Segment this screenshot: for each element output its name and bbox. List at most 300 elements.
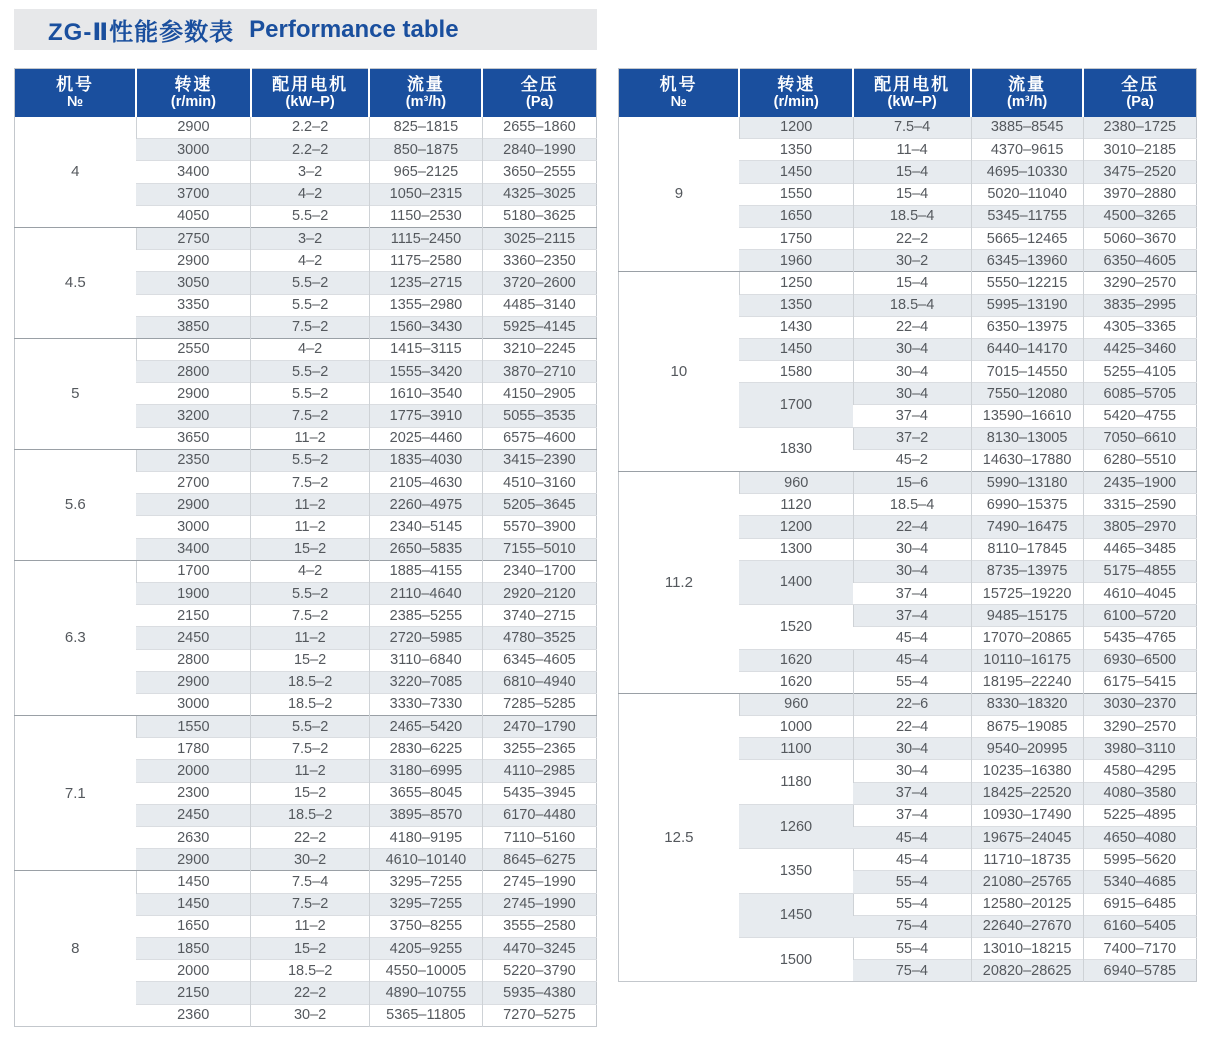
cell-motor: 15–4	[853, 272, 971, 294]
cell-motor: 11–2	[251, 494, 370, 516]
cell-speed: 960	[739, 693, 853, 715]
cell-pressure: 4470–3245	[482, 937, 596, 959]
cell-speed: 2800	[136, 649, 251, 671]
cell-flow: 1555–3420	[369, 361, 482, 383]
table-row	[15, 871, 597, 893]
cell-flow: 7550–12080	[971, 383, 1083, 405]
cell-pressure: 6170–4480	[482, 804, 596, 826]
cell-flow: 825–1815	[369, 117, 482, 139]
cell-speed: 3000	[136, 516, 251, 538]
cell-motor: 7.5–2	[251, 472, 370, 494]
cell-flow: 5550–12215	[971, 272, 1083, 294]
cell-speed: 2150	[136, 982, 251, 1004]
cell-motor: 30–4	[853, 338, 971, 360]
cell-motor: 37–4	[853, 804, 971, 826]
cell-motor: 5.5–2	[251, 449, 370, 471]
cell-pressure: 5205–3645	[482, 494, 596, 516]
cell-flow: 3655–8045	[369, 782, 482, 804]
group-no-cell: 4.5	[15, 227, 137, 338]
cell-speed: 3350	[136, 294, 251, 316]
cell-flow: 5365–11805	[369, 1004, 482, 1026]
cell-pressure: 5220–3790	[482, 960, 596, 982]
page-title-en: Performance table	[249, 15, 459, 43]
cell-flow: 5665–12465	[971, 227, 1083, 249]
cell-motor: 5.5–2	[251, 582, 370, 604]
cell-speed: 1450	[739, 161, 853, 183]
cell-speed: 1450	[739, 338, 853, 360]
cell-speed: 1450	[739, 893, 853, 937]
cell-speed: 2000	[136, 960, 251, 982]
cell-speed: 3050	[136, 272, 251, 294]
cell-motor: 11–2	[251, 760, 370, 782]
cell-flow: 5020–11040	[971, 183, 1083, 205]
cell-motor: 11–2	[251, 427, 370, 449]
cell-speed: 1650	[739, 205, 853, 227]
group-no-cell: 10	[619, 272, 740, 472]
header-row	[619, 69, 1197, 117]
group-no-cell: 5	[15, 338, 137, 449]
cell-speed: 2450	[136, 804, 251, 826]
cell-pressure: 3835–2995	[1083, 294, 1196, 316]
cell-flow: 22640–27670	[971, 915, 1083, 937]
cell-pressure: 3030–2370	[1083, 693, 1196, 715]
cell-motor: 22–4	[853, 516, 971, 538]
column-header-label: 流量	[406, 75, 445, 95]
cell-flow: 8130–13005	[971, 427, 1083, 449]
cell-motor: 15–4	[853, 183, 971, 205]
group-no-cell: 6.3	[15, 560, 137, 715]
cell-pressure: 5435–3945	[482, 782, 596, 804]
column-header-unit: (kW–P)	[285, 94, 335, 111]
cell-flow: 2720–5985	[369, 627, 482, 649]
column-header-unit: (m³/h)	[1006, 94, 1048, 111]
cell-motor: 30–2	[251, 849, 370, 871]
cell-flow: 1115–2450	[369, 227, 482, 249]
cell-pressure: 6160–5405	[1083, 915, 1196, 937]
cell-motor: 15–2	[251, 649, 370, 671]
cell-flow: 2385–5255	[369, 605, 482, 627]
cell-pressure: 4465–3485	[1083, 538, 1196, 560]
cell-speed: 2900	[136, 494, 251, 516]
cell-flow: 19675–24045	[971, 827, 1083, 849]
cell-flow: 12580–20125	[971, 893, 1083, 915]
cell-pressure: 3650–2555	[482, 161, 596, 183]
cell-motor: 11–2	[251, 516, 370, 538]
cell-motor: 7.5–2	[251, 405, 370, 427]
column-header-unit: (Pa)	[1126, 94, 1154, 111]
cell-flow: 4370–9615	[971, 139, 1083, 161]
cell-speed: 2150	[136, 605, 251, 627]
cell-speed: 4050	[136, 205, 251, 227]
cell-speed: 2450	[136, 627, 251, 649]
cell-motor: 11–4	[853, 139, 971, 161]
cell-motor: 15–2	[251, 782, 370, 804]
cell-pressure: 3740–2715	[482, 605, 596, 627]
cell-motor: 2.2–2	[251, 139, 370, 161]
cell-speed: 2900	[136, 117, 251, 139]
cell-pressure: 3415–2390	[482, 449, 596, 471]
cell-motor: 5.5–2	[251, 294, 370, 316]
cell-pressure: 5995–5620	[1083, 849, 1196, 871]
cell-flow: 3750–8255	[369, 915, 482, 937]
cell-flow: 8330–18320	[971, 693, 1083, 715]
group-no-cell: 7.1	[15, 716, 137, 871]
cell-motor: 7.5–2	[251, 893, 370, 915]
cell-flow: 7490–16475	[971, 516, 1083, 538]
cell-motor: 45–4	[853, 827, 971, 849]
cell-flow: 3885–8545	[971, 117, 1083, 139]
cell-pressure: 2470–1790	[482, 716, 596, 738]
cell-motor: 30–4	[853, 738, 971, 760]
cell-pressure: 3980–3110	[1083, 738, 1196, 760]
cell-pressure: 3290–2570	[1083, 716, 1196, 738]
cell-flow: 8735–13975	[971, 560, 1083, 582]
cell-speed: 1450	[136, 893, 251, 915]
cell-motor: 55–4	[853, 871, 971, 893]
cell-speed: 2550	[136, 338, 251, 360]
column-header-0	[619, 69, 740, 117]
cell-speed: 2900	[136, 671, 251, 693]
cell-flow: 13590–16610	[971, 405, 1083, 427]
cell-pressure: 6915–6485	[1083, 893, 1196, 915]
cell-pressure: 5055–3535	[482, 405, 596, 427]
cell-pressure: 6175–5415	[1083, 671, 1196, 693]
cell-pressure: 6810–4940	[482, 671, 596, 693]
table-row	[619, 272, 1197, 294]
group-no-cell: 4	[15, 117, 137, 228]
cell-speed: 1000	[739, 716, 853, 738]
cell-pressure: 3010–2185	[1083, 139, 1196, 161]
cell-flow: 14630–17880	[971, 449, 1083, 471]
table-row	[15, 227, 597, 249]
cell-flow: 18425–22520	[971, 782, 1083, 804]
cell-flow: 18195–22240	[971, 671, 1083, 693]
cell-flow: 1560–3430	[369, 316, 482, 338]
cell-pressure: 7155–5010	[482, 538, 596, 560]
cell-flow: 1835–4030	[369, 449, 482, 471]
cell-speed: 1650	[136, 915, 251, 937]
cell-motor: 37–4	[853, 782, 971, 804]
cell-speed: 3000	[136, 693, 251, 715]
cell-flow: 1235–2715	[369, 272, 482, 294]
cell-pressure: 2380–1725	[1083, 117, 1196, 139]
cell-pressure: 6575–4600	[482, 427, 596, 449]
cell-flow: 10235–16380	[971, 760, 1083, 782]
cell-speed: 1700	[739, 383, 853, 427]
cell-speed: 2750	[136, 227, 251, 249]
cell-speed: 1750	[739, 227, 853, 249]
cell-speed: 2350	[136, 449, 251, 471]
cell-motor: 18.5–4	[853, 294, 971, 316]
cell-flow: 3330–7330	[369, 693, 482, 715]
cell-pressure: 4510–3160	[482, 472, 596, 494]
cell-pressure: 3315–2590	[1083, 494, 1196, 516]
cell-pressure: 5435–4765	[1083, 627, 1196, 649]
cell-motor: 55–4	[853, 937, 971, 959]
cell-pressure: 4500–3265	[1083, 205, 1196, 227]
cell-flow: 1775–3910	[369, 405, 482, 427]
cell-flow: 5990–13180	[971, 472, 1083, 494]
cell-pressure: 6930–6500	[1083, 649, 1196, 671]
cell-motor: 30–4	[853, 383, 971, 405]
table-row	[15, 338, 597, 360]
cell-pressure: 2920–2120	[482, 582, 596, 604]
cell-speed: 3700	[136, 183, 251, 205]
cell-motor: 5.5–2	[251, 272, 370, 294]
cell-flow: 9540–20995	[971, 738, 1083, 760]
cell-speed: 3400	[136, 538, 251, 560]
cell-motor: 7.5–4	[251, 871, 370, 893]
cell-motor: 5.5–2	[251, 361, 370, 383]
cell-speed: 1350	[739, 849, 853, 893]
cell-pressure: 7270–5275	[482, 1004, 596, 1026]
cell-motor: 45–4	[853, 649, 971, 671]
cell-pressure: 3210–2245	[482, 338, 596, 360]
column-header-unit: (Pa)	[525, 94, 554, 111]
cell-pressure: 3805–2970	[1083, 516, 1196, 538]
cell-speed: 2900	[136, 383, 251, 405]
cell-motor: 4–2	[251, 183, 370, 205]
cell-speed: 1350	[739, 139, 853, 161]
cell-flow: 2340–5145	[369, 516, 482, 538]
cell-flow: 17070–20865	[971, 627, 1083, 649]
column-header-1	[136, 69, 251, 117]
cell-pressure: 2745–1990	[482, 871, 596, 893]
cell-motor: 5.5–2	[251, 383, 370, 405]
cell-pressure: 3290–2570	[1083, 272, 1196, 294]
cell-motor: 30–4	[853, 560, 971, 582]
cell-motor: 11–2	[251, 627, 370, 649]
cell-pressure: 3720–2600	[482, 272, 596, 294]
cell-pressure: 7110–5160	[482, 827, 596, 849]
cell-flow: 5345–11755	[971, 205, 1083, 227]
cell-motor: 22–2	[853, 227, 971, 249]
cell-motor: 18.5–4	[853, 205, 971, 227]
cell-motor: 18.5–2	[251, 693, 370, 715]
column-header-2	[251, 69, 370, 117]
cell-speed: 1700	[136, 560, 251, 582]
cell-pressure: 5225–4895	[1083, 804, 1196, 826]
column-header-0	[15, 69, 137, 117]
cell-motor: 3–2	[251, 227, 370, 249]
cell-motor: 4–2	[251, 250, 370, 272]
cell-speed: 1500	[739, 937, 853, 981]
cell-speed: 1520	[739, 605, 853, 649]
table-row	[619, 117, 1197, 139]
cell-motor: 18.5–2	[251, 960, 370, 982]
column-header-unit: (r/min)	[773, 94, 819, 111]
column-header-label: 转速	[777, 75, 816, 95]
cell-flow: 5995–13190	[971, 294, 1083, 316]
column-header-label: 全压	[1121, 75, 1160, 95]
cell-motor: 75–4	[853, 915, 971, 937]
cell-speed: 2800	[136, 361, 251, 383]
cell-flow: 2465–5420	[369, 716, 482, 738]
group-no-cell: 9	[619, 117, 740, 272]
cell-flow: 15725–19220	[971, 582, 1083, 604]
cell-speed: 3000	[136, 139, 251, 161]
cell-speed: 1550	[739, 183, 853, 205]
cell-speed: 1200	[739, 516, 853, 538]
cell-flow: 21080–25765	[971, 871, 1083, 893]
cell-pressure: 8645–6275	[482, 849, 596, 871]
cell-flow: 2110–4640	[369, 582, 482, 604]
cell-motor: 18.5–4	[853, 494, 971, 516]
cell-pressure: 2340–1700	[482, 560, 596, 582]
cell-flow: 1175–2580	[369, 250, 482, 272]
table-row	[15, 449, 597, 471]
cell-speed: 1620	[739, 649, 853, 671]
cell-pressure: 6345–4605	[482, 649, 596, 671]
cell-motor: 37–4	[853, 582, 971, 604]
performance-table-right	[618, 68, 1197, 982]
cell-flow: 1050–2315	[369, 183, 482, 205]
cell-speed: 3200	[136, 405, 251, 427]
column-header-label: 配用电机	[874, 75, 951, 95]
cell-motor: 4–2	[251, 338, 370, 360]
cell-flow: 6440–14170	[971, 338, 1083, 360]
cell-motor: 22–4	[853, 716, 971, 738]
cell-flow: 9485–15175	[971, 605, 1083, 627]
cell-flow: 11710–18735	[971, 849, 1083, 871]
cell-speed: 1300	[739, 538, 853, 560]
cell-pressure: 4325–3025	[482, 183, 596, 205]
cell-flow: 8675–19085	[971, 716, 1083, 738]
cell-pressure: 5175–4855	[1083, 560, 1196, 582]
cell-pressure: 3870–2710	[482, 361, 596, 383]
group-no-cell: 11.2	[619, 472, 740, 694]
performance-table-left	[14, 68, 597, 1027]
cell-pressure: 4650–4080	[1083, 827, 1196, 849]
cell-pressure: 5935–4380	[482, 982, 596, 1004]
column-header-label: 机号	[56, 75, 95, 95]
cell-pressure: 3360–2350	[482, 250, 596, 272]
cell-motor: 4–2	[251, 560, 370, 582]
cell-pressure: 4110–2985	[482, 760, 596, 782]
group-no-cell: 12.5	[619, 693, 740, 981]
cell-flow: 6345–13960	[971, 250, 1083, 272]
cell-motor: 11–2	[251, 915, 370, 937]
cell-motor: 3–2	[251, 161, 370, 183]
cell-flow: 2260–4975	[369, 494, 482, 516]
cell-flow: 3180–6995	[369, 760, 482, 782]
column-header-3	[369, 69, 482, 117]
cell-motor: 37–4	[853, 405, 971, 427]
cell-speed: 1120	[739, 494, 853, 516]
cell-pressure: 4080–3580	[1083, 782, 1196, 804]
cell-pressure: 6100–5720	[1083, 605, 1196, 627]
group-no-cell: 5.6	[15, 449, 137, 560]
cell-motor: 7.5–2	[251, 605, 370, 627]
cell-motor: 18.5–2	[251, 671, 370, 693]
cell-flow: 10110–16175	[971, 649, 1083, 671]
cell-flow: 3110–6840	[369, 649, 482, 671]
cell-speed: 1620	[739, 671, 853, 693]
table-row	[15, 716, 597, 738]
cell-speed: 1180	[739, 760, 853, 804]
cell-motor: 37–2	[853, 427, 971, 449]
column-header-label: 全压	[520, 75, 559, 95]
cell-speed: 1780	[136, 738, 251, 760]
cell-flow: 8110–17845	[971, 538, 1083, 560]
cell-speed: 3850	[136, 316, 251, 338]
cell-speed: 2900	[136, 250, 251, 272]
cell-flow: 6990–15375	[971, 494, 1083, 516]
cell-flow: 2105–4630	[369, 472, 482, 494]
column-header-unit: (m³/h)	[405, 94, 447, 111]
cell-speed: 1250	[739, 272, 853, 294]
column-header-unit: (r/min)	[170, 94, 216, 111]
column-header-label: 流量	[1008, 75, 1047, 95]
cell-motor: 5.5–2	[251, 205, 370, 227]
cell-flow: 3895–8570	[369, 804, 482, 826]
cell-speed: 1960	[739, 250, 853, 272]
cell-pressure: 2840–1990	[482, 139, 596, 161]
cell-flow: 4610–10140	[369, 849, 482, 871]
cell-motor: 15–6	[853, 472, 971, 494]
cell-flow: 2830–6225	[369, 738, 482, 760]
cell-motor: 75–4	[853, 960, 971, 982]
cell-motor: 22–2	[251, 827, 370, 849]
column-header-unit: №	[670, 94, 687, 111]
cell-motor: 22–4	[853, 316, 971, 338]
cell-motor: 30–2	[251, 1004, 370, 1026]
cell-speed: 2000	[136, 760, 251, 782]
cell-flow: 1150–2530	[369, 205, 482, 227]
cell-pressure: 2435–1900	[1083, 472, 1196, 494]
cell-motor: 30–4	[853, 538, 971, 560]
group-no-cell: 8	[15, 871, 137, 1026]
cell-flow: 1355–2980	[369, 294, 482, 316]
table-row	[15, 117, 597, 139]
cell-motor: 45–2	[853, 449, 971, 471]
cell-motor: 15–4	[853, 161, 971, 183]
cell-motor: 18.5–2	[251, 804, 370, 826]
column-header-unit: (kW–P)	[887, 94, 937, 111]
cell-flow: 1610–3540	[369, 383, 482, 405]
cell-flow: 13010–18215	[971, 937, 1083, 959]
cell-motor: 22–6	[853, 693, 971, 715]
cell-pressure: 5255–4105	[1083, 361, 1196, 383]
cell-flow: 850–1875	[369, 139, 482, 161]
cell-pressure: 3475–2520	[1083, 161, 1196, 183]
cell-pressure: 5420–4755	[1083, 405, 1196, 427]
cell-speed: 1900	[136, 582, 251, 604]
cell-pressure: 2745–1990	[482, 893, 596, 915]
cell-motor: 7.5–2	[251, 738, 370, 760]
cell-pressure: 3555–2580	[482, 915, 596, 937]
cell-motor: 55–4	[853, 893, 971, 915]
cell-motor: 22–2	[251, 982, 370, 1004]
cell-speed: 2900	[136, 849, 251, 871]
cell-flow: 4890–10755	[369, 982, 482, 1004]
cell-pressure: 5570–3900	[482, 516, 596, 538]
cell-flow: 3295–7255	[369, 871, 482, 893]
cell-pressure: 7400–7170	[1083, 937, 1196, 959]
column-header-4	[1083, 69, 1196, 117]
cell-pressure: 5340–4685	[1083, 871, 1196, 893]
cell-speed: 960	[739, 472, 853, 494]
page-title: ZG-Ⅱ性能参数表	[48, 19, 235, 46]
cell-pressure: 6085–5705	[1083, 383, 1196, 405]
cell-flow: 2650–5835	[369, 538, 482, 560]
cell-motor: 30–2	[853, 250, 971, 272]
cell-motor: 5.5–2	[251, 716, 370, 738]
cell-speed: 2630	[136, 827, 251, 849]
cell-speed: 3650	[136, 427, 251, 449]
cell-pressure: 4580–4295	[1083, 760, 1196, 782]
cell-motor: 30–4	[853, 760, 971, 782]
